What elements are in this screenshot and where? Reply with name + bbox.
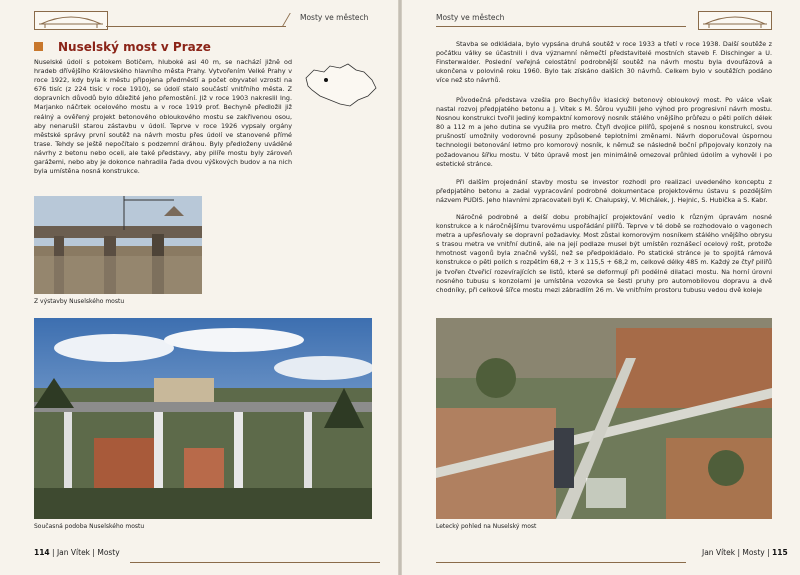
page-footer (34, 548, 120, 557)
photo-caption: Letecký pohled na Nuselský most (436, 523, 537, 530)
right-page (402, 0, 800, 575)
body-paragraph: Stavba se odkládala, bylo vypsána druhá soutěž v roce 1933 a třetí v roce 1938. Další soutěže z počátku války se účastnili i dva významní němečtí představitelé mostních staveb F. Dischinger a U. Finsterwalder. Poslední veřejná celostátní podrobnější soutěž na návrh mostu byla dvoufázová a ukončena v polovině roku 1960. Bylo tak získáno dalších 30 návrhů. Celkem bylo v soutěžích podáno více než sto návrhů. (436, 40, 772, 85)
aerial-photo (436, 318, 772, 519)
construction-photo (34, 196, 202, 294)
page-footer (702, 548, 788, 557)
footer-author: Jan Vítek (702, 548, 736, 557)
page-number: 114 (34, 548, 50, 557)
article-title: Nuselský most v Praze (58, 40, 211, 54)
title-ornament (34, 42, 43, 51)
page-number: 115 (772, 548, 788, 557)
footer-separator: | (92, 548, 98, 557)
body-paragraph: Náročné podrobné a delší dobu probíhající projektování vedlo k různým úpravám nosné konstrukce a k náročnějšímu tvarovému uspořádání pilířů. Teprve v té době se rozhodovalo o vagonech metra a upřesňovaly se dopravní požadavky. Most zůstal komorovým nosníkem stálého vnějšího obrysu s trasou metra ve vnitřní dutině, ale na její podlaze musel být umístěn roznášecí ocelový rošt, protože hmotnost vagonů byla značně vyšší, než se předpokládalo. Po statické stránce je to spojitá rámová konstrukce o pěti polích s rozpětím 68,2 + 3 x 115,5 + 68,2 m, celkové délky 485 m. Každý ze čtyř pilířů je tvořen čtveřicí rozevírajících se listů, které se deformují při podélné dilataci mostu. Na horní úrovni nosného tubusu s konzolami je umístěna vozovka se šesti pruhy pro automobilovou dopravu a dvě chodníky, při celkové šířce mostu mezi zábradlím 26 m. Ve vnitřním prostoru tubusu vedou dvě koleje (436, 213, 772, 294)
footer-rule (130, 562, 380, 563)
footer-separator: | (737, 548, 743, 557)
header-rule (436, 26, 686, 27)
header-rule (106, 26, 286, 27)
bridge-ornament-icon (698, 11, 772, 30)
header-rule-slant (282, 13, 291, 26)
photo-caption: Z výstavby Nuselského mostu (34, 298, 125, 305)
bridge-ornament-icon (34, 11, 108, 30)
footer-author: Jan Vítek (56, 548, 91, 557)
body-paragraph-1-wrap (34, 58, 292, 176)
footer-book: Mosty (742, 548, 765, 557)
photo-caption: Současná podoba Nuselského mostu (34, 523, 145, 530)
footer-rule (436, 562, 686, 563)
footer-book: Mosty (97, 548, 120, 557)
header-section-title: Mosty ve městech (436, 13, 505, 22)
footer-separator: | (767, 548, 773, 557)
body-paragraph: Původečná představa vzešla pro Bechyňův klasický betonový obloukový most. Po válce však nastal rozvoj předpjatého betonu a J. Vítek s M. Šůrou využili jeho výhod pro progresivní návrh mostu. Nosnou konstrukci tvořil jediný kompaktní komorový nosník stálého vnějšího průřezu o pěti polích délek 80 a 112 m a jeho dutina se využila pro metro. Čtyři dvojice pilířů, spojené s nosnou konstrukcí, svou prušností umožnily vodorovné posuny způsobené teplotními změnami. Návrh doporučoval úspornou technologii betonování letmo pro komorový nosník, k němuž se následně boční připojovaly konzoly na požadovanou šířku mostu. V této úpravě most jen minimálně omezoval průhled údolím a vyhověl i po estetické stránce. (436, 96, 772, 168)
body-paragraph: Při dalším projednání stavby mostu se investor rozhodl pro realizaci uvedeného konceptu z předpjatého betonu a zadal vypracování podrobné dokumentace projektovému ústavu s pozdějším názvem PUDIS. Jeho hlavními zpracovateli byli K. Chalupský, V. Michálek, J. Hejnic, S. Hubička a S. Kabr. (436, 178, 772, 205)
footer-separator: | (52, 548, 57, 557)
header-section-title: Mosty ve městech (300, 13, 369, 22)
left-page (0, 0, 398, 575)
body-paragraph: Nuselské údolí s potokem Botičem, hluboké asi 40 m, se nachází jižně od hradeb dřívějšího Královského hlavního města Prahy. Vytvořením Velké Prahy v roce 1922, kdy byla k městu připojena předměstí a počet obyvatel vzrostl na 676 tisíc (z 224 tisíc v roce 1910), se údolí stalo součástí vnitřního města. Z dopravních důvodů bylo důležité jeho přemostění. Již v roce 1903 nakreslil Ing. Marjanko náčrtek ocelového mostu a v roce 1919 prof. Bechyně předložil již reálný a ověřený projekt betonového obloukového mostu se zakřivenou osou, aby nenarušil starou zástavbu v údolí. Teprve v roce 1926 vypsaly orgány městské správy první soutěž na návrh mostu přes údolí ve stanovené přímé trase. Tehdy se ještě nepočítalo s podzemní dráhou. Byly předloženy uváděné návrhy z betonu nebo oceli, ale také představy, aby pilíře mostu byly zároveň garážemi, nebo aby je dokonce nahradila řada dvou výškových budov a na nich byla umístěna nosná konstrukce. (34, 58, 292, 176)
czech-map-icon (300, 60, 380, 112)
bridge-photo (34, 318, 372, 519)
